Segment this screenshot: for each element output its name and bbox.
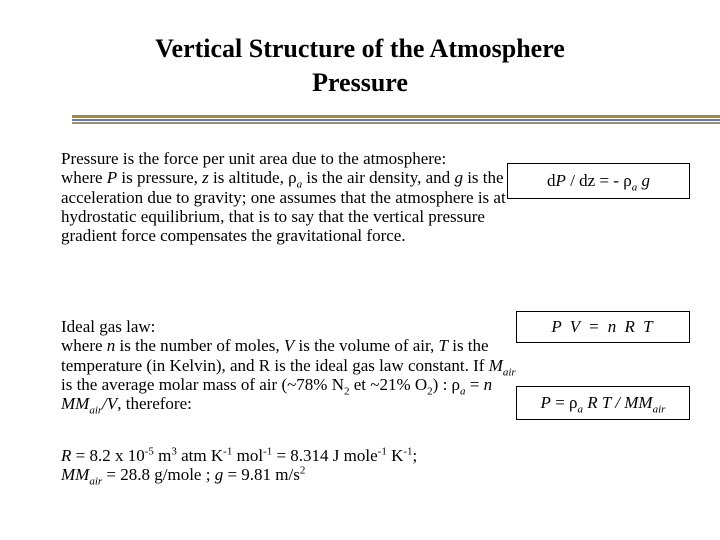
ideal-gas-text	[61, 317, 521, 417]
pressure-density-equation: $P = \rho_a$ R T / $MM_{air}$	[540, 393, 666, 416]
ideal-gas-where: where n is the number of moles, V is the volume of air, T is the temperature (in Kelvin), and R is the ideal gas law constant. If $M_{air}$ is the average molar mass of air (~78% $N_2$ et ~21% $O_2$) : $\rho_a = n$ $MM_{air}/V$, therefore:	[61, 336, 516, 417]
pressure-density-equation-box	[516, 386, 690, 420]
title-line-1: Vertical Structure of the Atmosphere	[155, 34, 565, 63]
hydrostatic-equation-box	[507, 163, 690, 199]
header-rule-blue	[72, 119, 720, 121]
header-rule-tan	[72, 122, 720, 124]
header-rule-gold	[72, 115, 720, 118]
pressure-intro: Pressure is the force per unit area due to the atmosphere:	[61, 149, 447, 168]
pressure-definition-text	[61, 149, 521, 245]
hydrostatic-equation: dP / dz = - $\rho_a$ g	[547, 171, 650, 194]
gas-constant-line: R = 8.2 x $10^{-5}$ $m^3$ atm $K^{-1}$ mol$^{-1}$ = 8.314 J mole$^{-1}$ $K^{-1}$;	[61, 445, 418, 465]
ideal-gas-equation-box	[516, 311, 690, 343]
ideal-gas-heading: Ideal gas law:	[61, 317, 156, 336]
constants-text	[61, 445, 581, 488]
molar-mass-gravity-line: $MM_{air} = 28.8$ g/mole ; g = 9.81 $m/s^2$	[61, 464, 306, 488]
ideal-gas-equation: P V = n R T	[551, 317, 655, 336]
pressure-where: where P is pressure, z is altitude, $\rho_a$ is the air density, and g is the acceleration due to gravity; one assumes that the atmosphere is at hydrostatic equilibrium, that is to say that the vertical pressure gradient force compensates the gravitational force.	[61, 168, 506, 246]
title-line-2: Pressure	[312, 68, 408, 97]
slide-title	[0, 32, 720, 100]
